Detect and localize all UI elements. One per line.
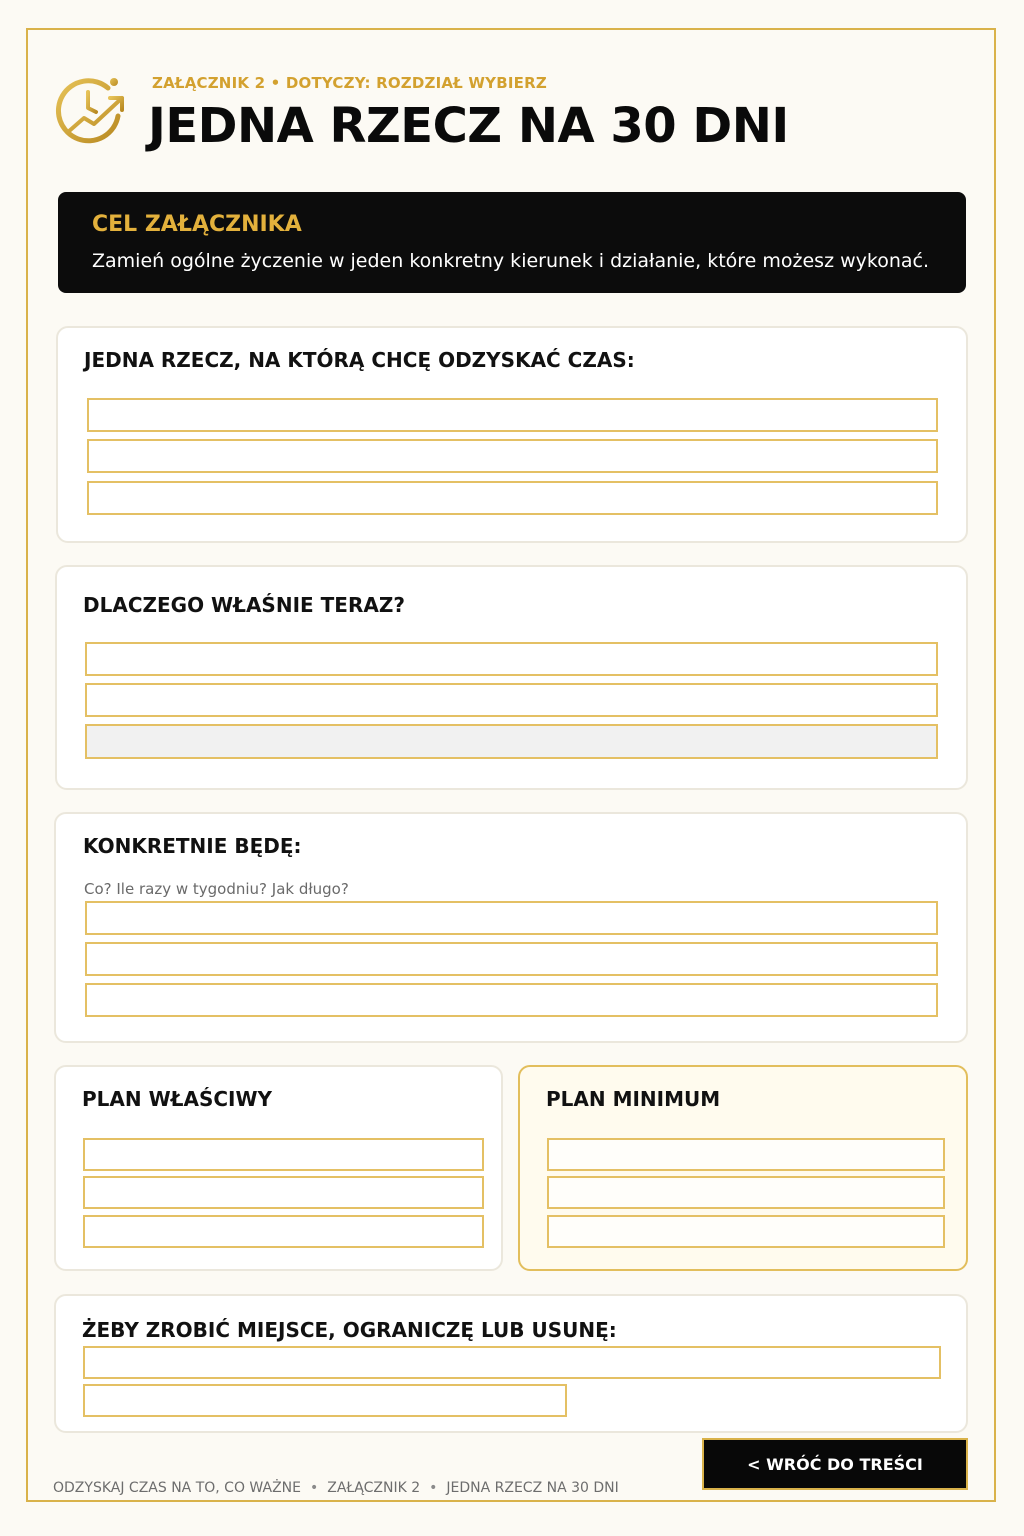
answer-line[interactable] (83, 1138, 484, 1171)
card-plan-minimum (518, 1065, 968, 1271)
card-why-now (55, 565, 968, 790)
field-hint: Co? Ile razy w tygodniu? Jak długo? (84, 880, 349, 898)
card-plan-proper (54, 1065, 503, 1271)
attachment-kicker: ZAŁĄCZNIK 2 • DOTYCZY: ROZDZIAŁ WYBIERZ (152, 74, 547, 92)
answer-line[interactable] (87, 439, 938, 473)
card-title: JEDNA RZECZ, NA KTÓRĄ CHCĘ ODZYSKAĆ CZAS: (84, 348, 635, 372)
answer-line[interactable] (87, 398, 938, 432)
answer-line[interactable] (83, 1346, 941, 1379)
answer-line[interactable] (85, 942, 938, 976)
footer-breadcrumb: ODZYSKAJ CZAS NA TO, CO WAŻNE • ZAŁĄCZNIK 2 • JEDNA RZECZ NA 30 DNI (53, 1480, 619, 1496)
answer-line[interactable] (83, 1215, 484, 1248)
page-title: JEDNA RZECZ NA 30 DNI (148, 98, 789, 154)
goal-box (58, 192, 966, 293)
clock-growth-icon (52, 70, 130, 148)
card-title: PLAN WŁAŚCIWY (82, 1087, 273, 1111)
card-title: ŻEBY ZROBIĆ MIEJSCE, OGRANICZĘ LUB USUNĘ: (82, 1318, 617, 1342)
card-make-room (54, 1294, 968, 1433)
answer-line[interactable] (87, 481, 938, 515)
card-title: PLAN MINIMUM (546, 1087, 721, 1111)
goal-title: CEL ZAŁĄCZNIKA (92, 212, 302, 237)
answer-line[interactable] (547, 1138, 945, 1171)
answer-line[interactable] (85, 901, 938, 935)
answer-line[interactable] (85, 724, 938, 759)
answer-line[interactable] (83, 1384, 567, 1417)
card-title: DLACZEGO WŁAŚNIE TERAZ? (83, 593, 405, 617)
card-concretely (54, 812, 968, 1043)
answer-line[interactable] (547, 1215, 945, 1248)
answer-line[interactable] (85, 642, 938, 676)
answer-line[interactable] (85, 983, 938, 1017)
answer-line[interactable] (85, 683, 938, 717)
card-one-thing (56, 326, 968, 543)
footer-attachment: ZAŁĄCZNIK 2 (327, 1480, 421, 1496)
answer-line[interactable] (547, 1176, 945, 1209)
back-to-content-button[interactable]: < WRÓĆ DO TREŚCI (702, 1438, 968, 1490)
answer-line[interactable] (83, 1176, 484, 1209)
footer-book: ODZYSKAJ CZAS NA TO, CO WAŻNE (53, 1480, 301, 1496)
footer-name: JEDNA RZECZ NA 30 DNI (446, 1480, 619, 1496)
card-title: KONKRETNIE BĘDĘ: (83, 834, 302, 858)
goal-text: Zamień ogólne życzenie w jeden konkretny kierunek i działanie, które możesz wykonać. (92, 250, 930, 272)
